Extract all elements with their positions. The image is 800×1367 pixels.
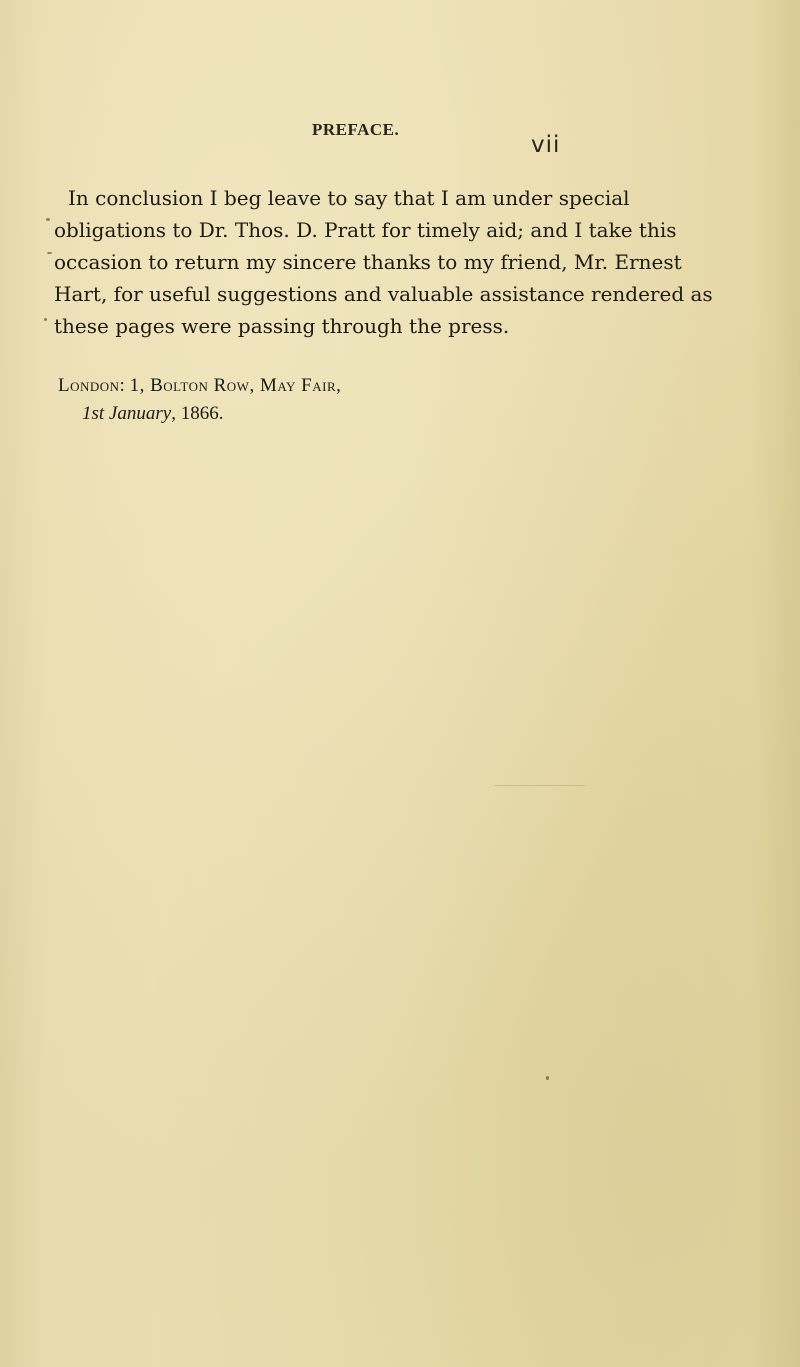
paragraph-line: obligations to Dr. Thos. D. Pratt for timely aid; and I take this [54, 218, 677, 242]
paragraph-text [54, 182, 713, 342]
signature-place: London [58, 375, 120, 396]
paragraph-line: In conclusion I beg leave to say that I am under special [68, 186, 630, 210]
paper-speck [47, 252, 52, 254]
paragraph-line: occasion to return my sincere thanks to my friend, Mr. Ernest [54, 250, 682, 274]
signature-address: 1, Bolton Row, May Fair, [129, 375, 342, 396]
running-head [0, 0, 800, 170]
signature-date-day: 1st January [82, 403, 172, 424]
signature-block [58, 372, 341, 428]
signature-date-year: 1866. [180, 403, 224, 424]
paper-speck [546, 1076, 549, 1080]
paper-crease [495, 785, 585, 786]
preface-paragraph [54, 182, 713, 342]
page-number: vii [531, 132, 561, 158]
signature-date-line: 1st January, 1866. [82, 403, 224, 424]
paragraph-line: Hart, for useful suggestions and valuable assistance rendered as [54, 282, 713, 306]
paragraph-line: these pages were passing through the press. [54, 314, 510, 338]
paper-speck [46, 218, 50, 221]
page-header-title: PREFACE. [312, 120, 400, 139]
signature-address-line: London: 1, Bolton Row, May Fair, [58, 375, 342, 396]
paper-speck [44, 318, 47, 321]
